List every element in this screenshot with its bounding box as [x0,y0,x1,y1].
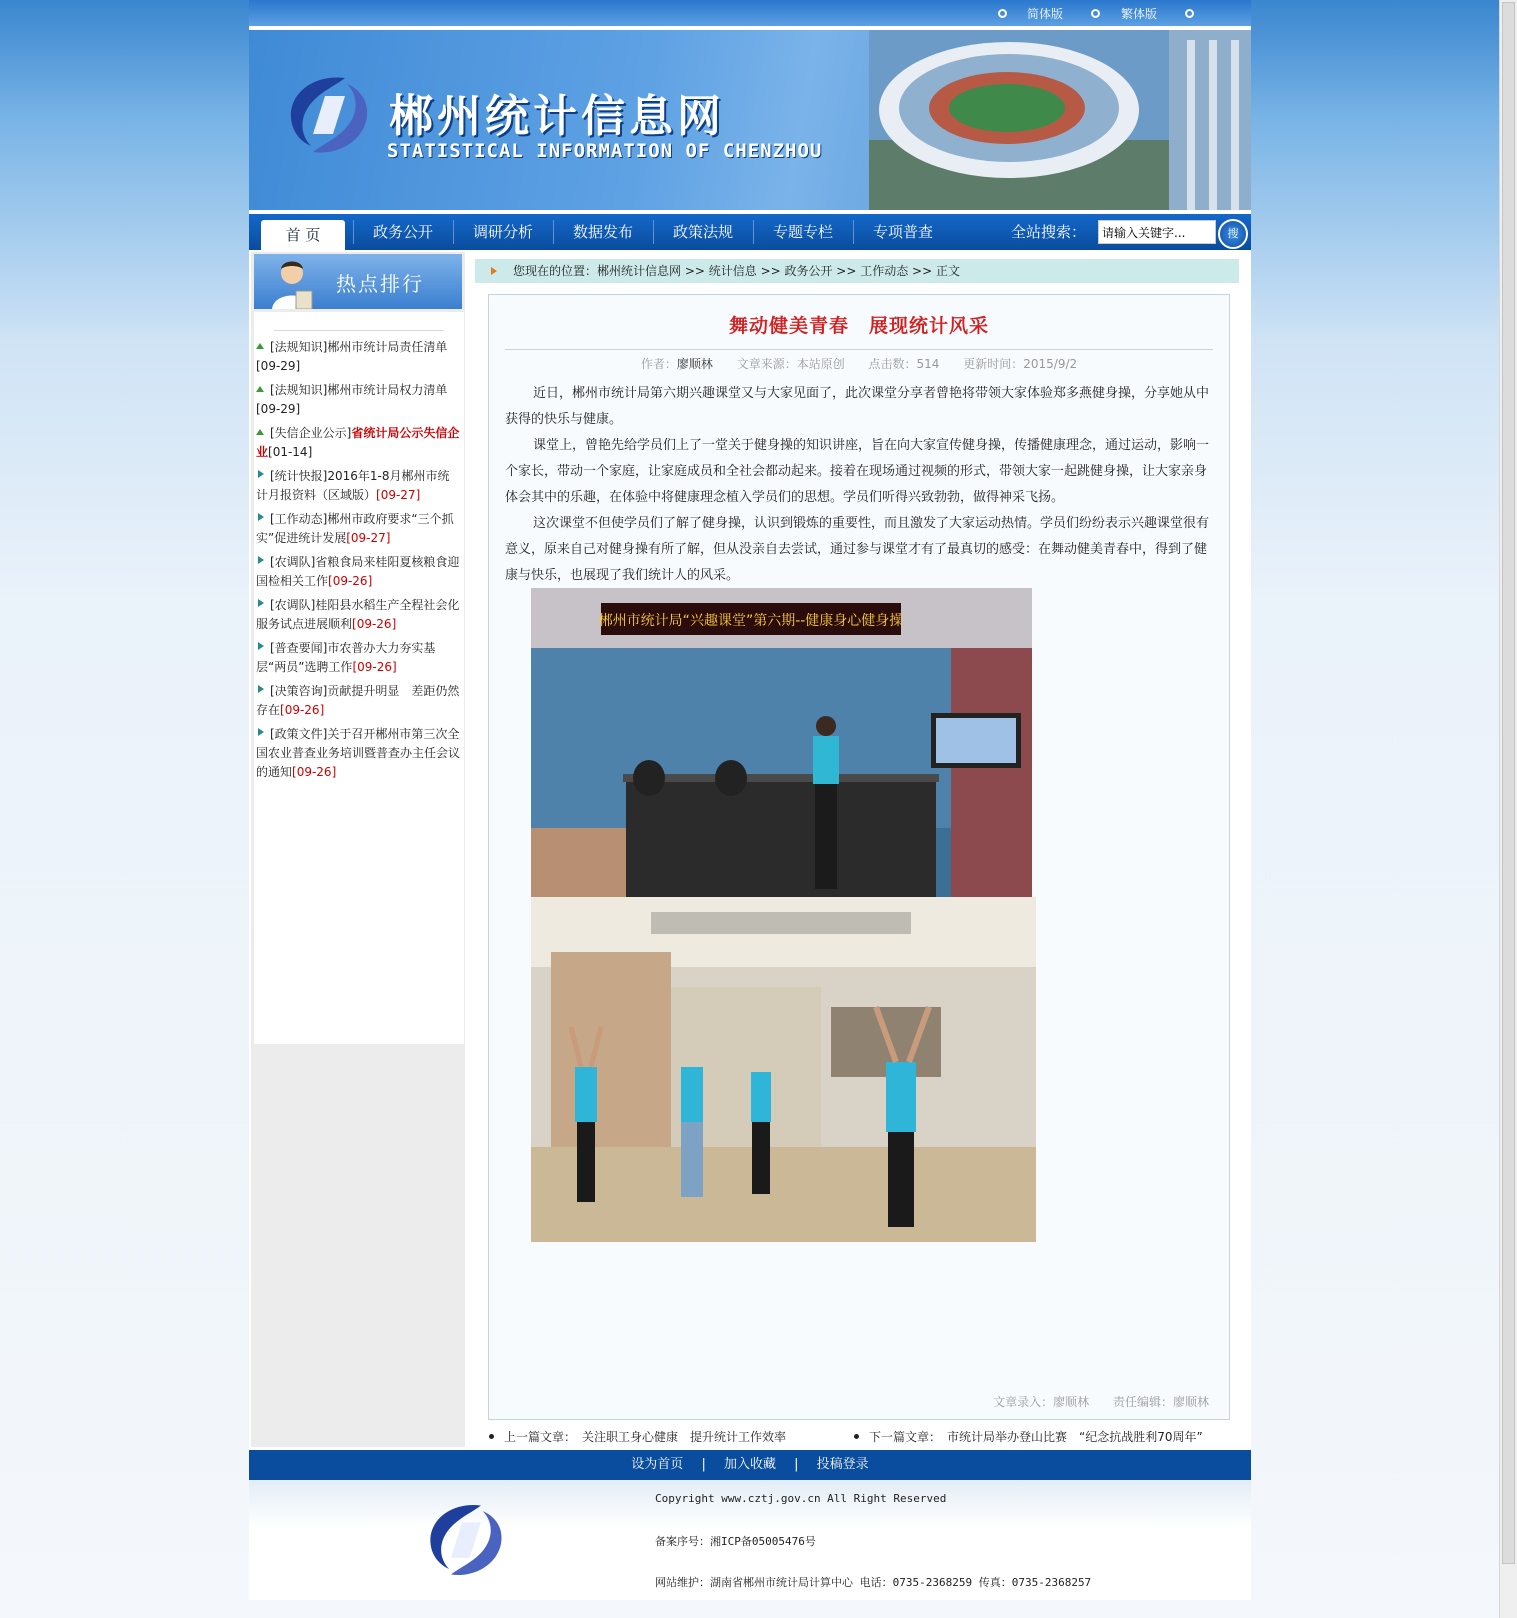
hot-ranking-title: 热点排行 [336,272,424,296]
bullet-arrow-icon [258,642,264,650]
site-banner [249,30,1251,210]
hot-item-text: [农调队]省粮食局来桂阳夏核粮食迎国检相关工作 [256,555,460,588]
banner-text: 郴州市统计局“兴趣课堂”第六期--健康身心健身操 [598,613,904,629]
bullet-icon [1185,9,1194,18]
prev-article-text: 上一篇文章： 关注职工身心健康 提升统计工作效率 [504,1430,787,1444]
site-title: 郴州统计信息网 [389,91,725,142]
responsible-editor: 责任编辑：廖顺林 [1112,1395,1209,1409]
hot-item-date: [01-14] [268,445,313,459]
copyright-text: Copyright www.cztj.gov.cn All Right Reserved [655,1492,947,1505]
nav-data-release[interactable]: 数据发布 [572,223,633,241]
hot-item-highlight: 省统计局公示失信企业 [256,426,460,459]
search-label: 全站搜索： [1011,223,1087,241]
footer-logo-icon [421,1498,509,1582]
hot-item[interactable] [256,424,461,462]
hot-item-text: [失信企业公示] [270,426,352,440]
hot-item-date: [09-26] [280,703,325,717]
simplified-chinese-link[interactable]: 简体版 [1027,7,1064,21]
breadcrumb-arrow-icon [491,267,497,275]
article-paragraph: 课堂上，曾艳先给学员们上了一堂关于健身操的知识讲座，旨在向大家宣传健身操，传播健康理念，通过运动，影响一个家长，带动一个家庭，让家庭成员和全社会都动起来。接着在现场通过视频的形式，带领大家一起跳健身操，让大家亲身体会其中的乐趣，在体验中将健康理念植入学员们的思想。学员们听得兴致勃勃，做得神采飞扬。 [505,438,1210,505]
add-favorite-link[interactable]: 加入收藏 [723,1457,776,1472]
maintainer-text: 网站维护：湖南省郴州市统计局计算中心 电话：0735-2368259 传真：0735-2368257 [655,1576,1092,1589]
window-scrollbar[interactable] [1499,0,1517,1618]
bullet-up-icon [256,429,264,435]
hot-item[interactable] [256,381,461,419]
hot-item-date: [09-29] [256,359,301,373]
site-subtitle: STATISTICAL INFORMATION OF CHENZHOU [387,140,823,162]
entered-by: 文章录入：廖顺林 [993,1395,1090,1409]
article-paragraph: 这次课堂不但使学员们了解了健身操，认识到锻炼的重要性，而且激发了大家运动热情。学员们纷纷表示兴趣课堂很有意义，原来自己对健身操有所了解，但从没亲自去尝试，通过参与课堂才有了最真切的感受：在舞动健美青春中，得到了健康与快乐，也展现了我们统计人的风采。 [505,516,1210,583]
breadcrumb-prefix: 您现在的位置： [513,264,598,278]
stadium-image [869,30,1251,210]
hot-item-text: [法规知识]郴州市统计局权力清单 [270,383,448,397]
hot-item-date: [09-26] [328,574,373,588]
nav-special-census[interactable]: 专项普查 [872,223,933,241]
scrollbar-thumb[interactable] [1502,2,1515,1564]
main-navigation [249,214,1251,250]
bullet-icon [1091,9,1100,18]
separator: | [701,1457,706,1472]
hot-item[interactable] [256,510,461,548]
hot-item[interactable] [256,639,461,677]
divider [505,349,1213,350]
nav-special-topics[interactable]: 专题专栏 [772,223,833,241]
article-source: 文章来源：本站原创 [736,357,845,371]
hot-ranking-list [254,312,464,1044]
hot-item-text: [农调队]桂阳县水稻生产全程社会化服务试点进展顺利 [256,598,460,631]
bullet-icon [489,1434,494,1439]
traditional-chinese-link[interactable]: 繁体版 [1121,7,1158,21]
hot-item[interactable] [256,596,461,634]
nav-research-analysis[interactable]: 调研分析 [472,223,533,241]
article-title: 舞动健美青春 展现统计风采 [728,315,989,337]
search-button[interactable]: 搜 [1218,219,1248,249]
next-article-text: 下一篇文章： 市统计局举办登山比赛 “纪念抗战胜利70周年” [869,1430,1203,1444]
bullet-up-icon [256,386,264,392]
bullet-arrow-icon [258,470,264,478]
hot-item-date: [09-29] [256,402,301,416]
search-input[interactable] [1098,220,1216,244]
bullet-arrow-icon [258,599,264,607]
hot-item-text: [普查要闻]市农普办大力夯实基层“两员”选聘工作 [256,641,436,674]
hot-item-text: [工作动态]郴州市政府要求“三个抓实”促进统计发展 [256,512,454,545]
hot-item[interactable] [256,338,461,376]
top-bar [249,0,1251,26]
article-paragraph: 近日，郴州市统计局第六期兴趣课堂又与大家见面了，此次课堂分享者曾艳将带领大家体验郑多燕健身操，分享她从中获得的快乐与健康。 [505,386,1210,427]
bullet-up-icon [256,343,264,349]
separator: | [794,1457,799,1472]
breadcrumb-path[interactable]: 郴州统计信息网 >> 统计信息 >> 政务公开 >> 工作动态 >> 正文 [597,264,960,278]
bullet-icon [854,1434,859,1439]
prev-article-link[interactable] [489,1428,786,1445]
article-author: 廖顺林 [676,357,713,371]
hot-item-date: [09-26] [292,765,337,779]
bullet-arrow-icon [258,728,264,736]
breadcrumb [475,259,1239,283]
hot-item[interactable] [256,682,461,720]
author-label: 作者： [640,357,677,371]
set-homepage-link[interactable]: 设为首页 [631,1457,684,1472]
bullet-arrow-icon [258,685,264,693]
hot-item[interactable] [256,467,461,505]
bullet-arrow-icon [258,556,264,564]
article-meta [489,355,1229,372]
person-icon [268,257,320,309]
hot-item-text: [统计快报]2016年1-8月郴州市统计月报资料（区域版） [256,469,450,502]
divider [274,330,444,331]
hot-item-text: [法规知识]郴州市统计局责任清单 [270,340,448,354]
nav-government-affairs[interactable]: 政务公开 [372,223,433,241]
article-updated: 更新时间：2015/9/2 [963,357,1078,371]
next-article-link[interactable] [854,1428,1203,1445]
hot-item-date: [09-27] [376,488,421,502]
site-logo-icon [283,70,373,160]
hot-item[interactable] [256,553,461,591]
hot-item-date: [09-27] [346,531,391,545]
bullet-arrow-icon [258,513,264,521]
page-container [249,0,1251,1600]
article-footer [973,1393,1209,1410]
article-photo-exercise [531,897,1036,1242]
hot-item-date: [09-26] [352,617,397,631]
article-clicks: 点击数：514 [868,357,940,371]
footer [249,1480,1251,1600]
nav-policy-regulations[interactable]: 政策法规 [672,223,733,241]
footer-links-bar [249,1450,1251,1480]
hot-item-text: [政策文件]关于召开郴州市第三次全国农业普查业务培训暨普查办主任会议的通知 [256,727,461,779]
article-panel [488,294,1230,1420]
submission-login-link[interactable]: 投稿登录 [816,1457,869,1472]
icp-text: 备案序号：湘ICP备05005476号 [655,1535,816,1548]
article-body [505,381,1213,589]
bullet-icon [998,9,1007,18]
hot-item-date: [09-26] [352,660,397,674]
nav-home[interactable]: 首 页 [261,220,345,250]
hot-item[interactable] [256,725,461,782]
article-photo-lecture [531,588,1032,897]
sidebar [251,252,465,1447]
hot-item-text: [决策咨询]贡献提升明显 差距仍然存在 [256,684,460,717]
hot-ranking-header [254,254,462,309]
